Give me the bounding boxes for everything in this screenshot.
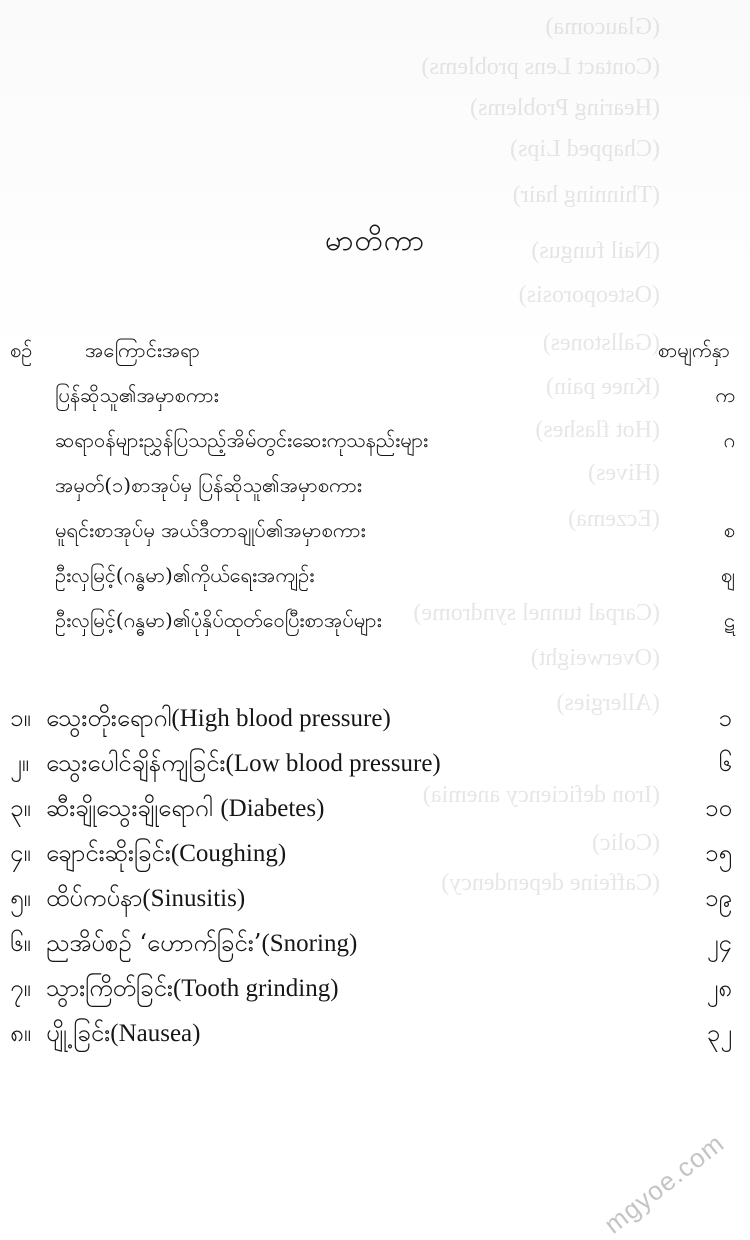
chapter-number: ၁။: [10, 704, 31, 732]
chapter-title: [46, 792, 324, 828]
toc-row[interactable]: [55, 558, 735, 603]
chapter-row[interactable]: [10, 745, 732, 790]
chapter-row[interactable]: [10, 1015, 732, 1060]
toc-header: [10, 337, 730, 369]
toc-entry-page: ဂ: [723, 428, 735, 452]
chapter-number: ၃။: [10, 794, 31, 822]
bleed-line: (Carpal tunnel syndrome): [413, 600, 660, 626]
chapter-title: [46, 972, 339, 1008]
toc-entry-title: ဦးလှမြင့်(ဂန္ဓမာ)၏ကိုယ်ရေးအကျဉ်း: [55, 563, 315, 587]
header-topic: အကြောင်းအရာ: [85, 338, 200, 362]
bleed-line: (Gallstones): [542, 330, 660, 356]
chapter-page: ၁၉: [705, 884, 732, 912]
chapter-title-mm: သွေးပေါင်ချိန်ကျခြင်း: [46, 749, 226, 777]
bleed-line: (Caffeine dependency): [441, 870, 660, 896]
bleed-line: (Thinning hair): [512, 182, 660, 208]
bleed-line: (Contact Lens problems): [421, 54, 660, 80]
chapter-title: [46, 1017, 200, 1053]
toc-row[interactable]: [55, 378, 735, 423]
chapter-row[interactable]: [10, 880, 732, 925]
chapter-title-mm: ပျို့ခြင်း: [46, 1019, 111, 1047]
chapter-title-mm: ချောင်းဆိုးခြင်း: [46, 839, 171, 867]
chapter-page: ၁၀: [705, 794, 732, 822]
chapter-page: ၂၈: [706, 974, 732, 1002]
chapter-title-mm: သွားကြိတ်ခြင်း: [46, 974, 173, 1002]
chapter-title: [46, 882, 245, 918]
header-page: စာမျက်နှာ: [657, 338, 730, 362]
toc-row[interactable]: [55, 468, 735, 513]
bleed-line: (Osteoporosis): [518, 282, 660, 308]
toc-row[interactable]: [55, 513, 735, 558]
bleed-line: (Nail fungus): [531, 238, 660, 264]
chapter-title: [46, 747, 441, 783]
chapter-page: ၁၅: [705, 839, 732, 867]
bleed-line: (Glaucoma): [545, 14, 660, 40]
chapter-title-en: (Tooth grinding): [172, 975, 339, 1002]
bleed-line: (Hot flashes): [535, 417, 660, 443]
toc-row[interactable]: [55, 603, 735, 648]
toc-entry-title: အမှတ်(၁)စာအုပ်မှ ပြန်ဆိုသူ၏အမှာစကား: [55, 473, 362, 497]
chapter-number: ၄။: [10, 839, 31, 867]
toc-entry-page: ဈ: [720, 563, 735, 587]
chapter-page: ၃၂: [706, 1019, 732, 1047]
chapter-title-en: (High blood pressure): [171, 705, 391, 732]
chapter-row[interactable]: [10, 835, 732, 880]
chapter-number: ၅။: [10, 884, 31, 912]
chapter-number: ၆။: [10, 929, 31, 957]
header-number: စဉ်: [10, 338, 33, 362]
bleed-line: (Iron deficiency anemia): [422, 782, 660, 808]
toc-entry-title: ဆရာဝန်များညွှန်ပြသည့်အိမ်တွင်းဆေးကုသနည်းများ: [55, 428, 429, 452]
chapter-title-en: (Coughing): [170, 840, 287, 867]
toc-entry-title: မူရင်းစာအုပ်မှ အယ်ဒီတာချုပ်၏အမှာစကား: [55, 518, 366, 542]
front-matter-list: [55, 378, 735, 648]
bleed-line: (Overweight): [530, 645, 660, 671]
bleed-line: (Hives): [588, 460, 660, 486]
toc-entry-title: ပြန်ဆိုသူ၏အမှာစကား: [55, 383, 219, 407]
bleed-line: (Hearing Problems): [470, 95, 660, 121]
chapter-title-en: (Nausea): [110, 1020, 201, 1047]
chapter-title-en: (Snoring): [261, 930, 358, 957]
chapter-page: ၁: [718, 704, 732, 732]
bleed-line: (Chapped Lips): [510, 136, 660, 162]
chapter-title-mm: သွေးတိုးရောဂါ: [46, 704, 172, 732]
chapter-title-en: (Low blood pressure): [225, 750, 441, 777]
chapter-title-en: (Sinusitis): [142, 885, 246, 912]
chapter-title-mm: ထိပ်ကပ်နာ: [46, 884, 143, 912]
bleed-line: (Colic): [592, 830, 660, 856]
bleed-line: (Knee pain): [546, 374, 660, 400]
chapter-row[interactable]: [10, 970, 732, 1015]
toc-entry-page: က: [715, 383, 735, 407]
toc-row[interactable]: [55, 423, 735, 468]
toc-entry-title: ဦးလှမြင့်(ဂန္ဓမာ)၏ပုံနှိပ်ထုတ်ဝေပြီးစာအုပ်များ: [55, 608, 382, 632]
chapter-title: [46, 927, 357, 963]
chapter-row[interactable]: [10, 925, 732, 970]
chapter-page: ၂၄: [706, 929, 732, 957]
chapter-title-en: (Diabetes): [220, 795, 325, 822]
chapter-title-mm: ဆီးချိုသွေးချိုရောဂါ: [46, 794, 221, 822]
chapter-row[interactable]: [10, 700, 732, 745]
chapter-number: ၈။: [10, 1019, 31, 1047]
bleed-line: (Eczema): [568, 506, 660, 532]
bleed-line: (Allergies): [556, 690, 660, 716]
chapter-list: [10, 700, 732, 1060]
page-title: မာတိကာ: [324, 223, 426, 257]
watermark: mgyoe.com: [597, 1127, 730, 1240]
chapter-number: ၂။: [10, 749, 30, 777]
chapter-page: ၆: [718, 749, 732, 777]
chapter-number: ၇။: [10, 974, 31, 1002]
toc-entry-page: ဋ: [723, 608, 735, 632]
chapter-title: [46, 702, 391, 738]
chapter-title: [46, 837, 286, 873]
toc-entry-page: စ: [723, 518, 735, 542]
chapter-row[interactable]: [10, 790, 732, 835]
chapter-title-mm: ညအိပ်စဉ် ‘ဟောက်ခြင်း’: [46, 929, 262, 957]
